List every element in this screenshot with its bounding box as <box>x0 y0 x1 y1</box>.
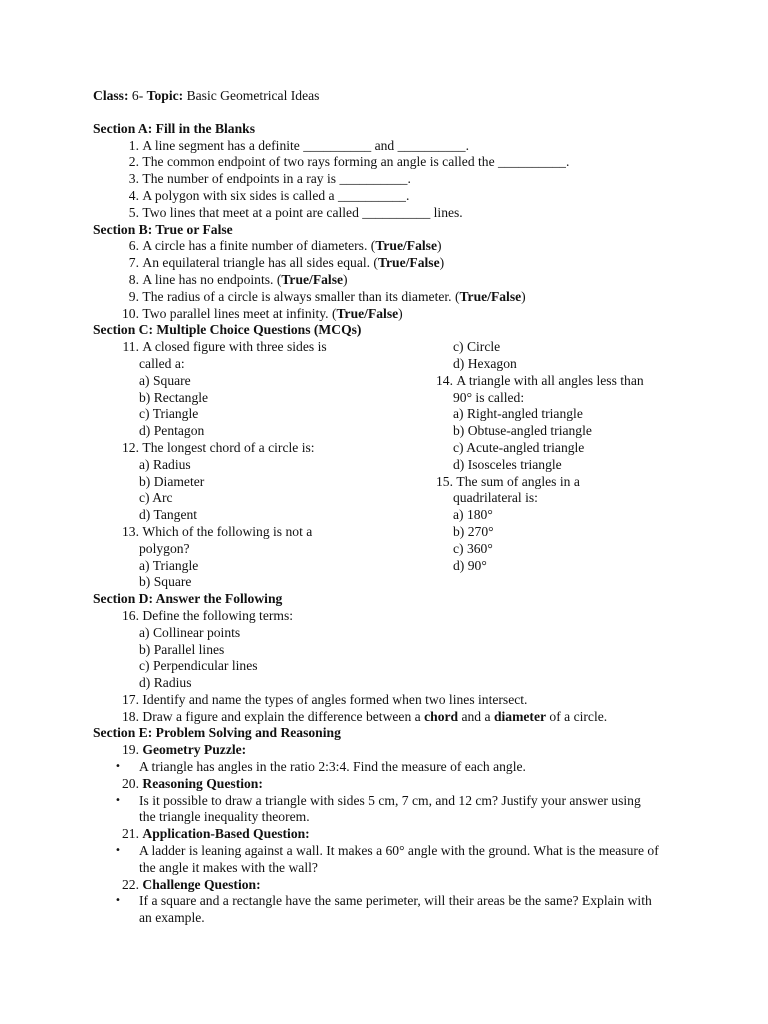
question-number: 9. <box>128 288 139 304</box>
section-e-title: Section E: Problem Solving and Reasoning <box>93 725 341 741</box>
option: d) Radius <box>139 675 192 691</box>
section-b-title: Section B: True or False <box>93 221 233 237</box>
option: a) Right-angled triangle <box>453 406 583 422</box>
question-title: Challenge Question: <box>142 876 261 892</box>
bullet-icon: • <box>115 794 121 806</box>
section-e-list <box>93 742 693 927</box>
question-text-continued: 90° is called: <box>453 389 525 405</box>
question-text-continued: called a: <box>139 355 185 371</box>
question-number: 22. <box>122 876 139 892</box>
question-number: 21. <box>122 826 139 842</box>
section-c-title: Section C: Multiple Choice Questions (MCQs) <box>93 322 362 338</box>
question-number: 13. <box>122 523 139 539</box>
list-item: 7. An equilateral triangle has all sides equal. (True/False) <box>93 255 693 272</box>
question-number: 8. <box>128 271 139 287</box>
question-text: A polygon with six sides is called a __________. <box>142 187 410 203</box>
question-title: Application-Based Question: <box>142 826 310 842</box>
question-text: An equilateral triangle has all sides equal. ( <box>142 255 378 271</box>
question-number: 15. <box>436 473 453 489</box>
mcq-columns <box>93 339 693 591</box>
bullet-icon: • <box>115 895 121 907</box>
list-item <box>407 474 693 491</box>
list-item <box>93 138 693 155</box>
worksheet-header <box>93 88 693 105</box>
option: c) Acute-angled triangle <box>453 439 585 455</box>
mcq-column-right <box>407 339 693 591</box>
list-item <box>93 154 693 171</box>
list-item <box>93 440 407 457</box>
list-item: 9. The radius of a circle is always smaller than its diameter. (True/False) <box>93 289 693 306</box>
section-a-list <box>93 138 693 222</box>
worksheet-page <box>93 88 693 927</box>
question-title: Geometry Puzzle: <box>142 742 247 758</box>
list-item <box>93 524 407 541</box>
option: b) Obtuse-angled triangle <box>453 423 592 439</box>
true-false-label: True/False <box>336 305 399 321</box>
bullet-item <box>93 893 693 927</box>
option: c) Triangle <box>139 406 199 422</box>
question-text: A ladder is leaning against a wall. It makes a 60° angle with the ground. What is the measure of the angle it makes with the wall? <box>139 843 659 875</box>
list-item: 10. Two parallel lines meet at infinity. (True/False) <box>93 306 693 323</box>
class-value: 6- <box>131 88 144 103</box>
question-number: 14. <box>436 372 453 388</box>
question-number: 12. <box>122 439 139 455</box>
option: b) Parallel lines <box>139 641 225 657</box>
section-d-title: Section D: Answer the Following <box>93 591 283 607</box>
bullet-icon: • <box>115 761 121 773</box>
question-text-continued: quadrilateral is: <box>453 490 538 506</box>
question-text: The number of endpoints in a ray is __________. <box>142 171 411 187</box>
question-number: 10. <box>122 305 139 321</box>
list-item <box>93 188 693 205</box>
question-number: 2. <box>128 154 139 170</box>
option: c) Perpendicular lines <box>139 658 258 674</box>
question-text: Two parallel lines meet at infinity. ( <box>142 305 337 321</box>
option: d) 90° <box>453 557 487 573</box>
list-item <box>93 826 693 843</box>
true-false-label: True/False <box>281 271 344 287</box>
list-item <box>93 608 693 625</box>
option: b) Rectangle <box>139 389 209 405</box>
option: c) Arc <box>139 490 173 506</box>
question-number: 4. <box>128 187 139 203</box>
list-item <box>93 205 693 222</box>
question-text: Two lines that meet at a point are called __________ lines. <box>142 204 463 220</box>
question-text: A triangle with all angles less than <box>456 372 644 388</box>
option: d) Pentagon <box>139 423 205 439</box>
question-text: A closed figure with three sides is <box>142 339 327 355</box>
list-item <box>93 171 693 188</box>
question-text-continued: polygon? <box>139 540 190 556</box>
question-text: Is it possible to draw a triangle with sides 5 cm, 7 cm, and 12 cm? Justify your answer using the triangle inequality theorem. <box>139 792 641 825</box>
question-number: 18. <box>122 708 139 724</box>
option: d) Tangent <box>139 507 198 523</box>
option: d) Isosceles triangle <box>453 456 562 472</box>
section-d-list <box>93 608 693 726</box>
question-title: Reasoning Question: <box>142 775 263 791</box>
bullet-item <box>93 759 693 776</box>
question-text: If a square and a rectangle have the same perimeter, will their areas be the same? Explain with an example. <box>139 893 652 926</box>
question-text: The sum of angles in a <box>456 473 580 489</box>
list-item: 8. A line has no endpoints. (True/False) <box>93 272 693 289</box>
question-number: 16. <box>122 607 139 623</box>
term-diameter: diameter <box>493 708 547 724</box>
list-item <box>93 692 693 709</box>
question-text: Identify and name the types of angles formed when two lines intersect. <box>142 691 528 707</box>
option: d) Hexagon <box>453 355 517 371</box>
list-item <box>93 339 407 356</box>
question-number: 5. <box>128 204 139 220</box>
option: b) Square <box>139 574 192 590</box>
section-b-list <box>93 238 693 322</box>
question-number: 17. <box>122 691 139 707</box>
list-item <box>93 776 693 793</box>
question-text: Draw a figure and explain the difference between a chord and a diameter of a circle. <box>142 708 608 724</box>
option: a) 180° <box>453 507 493 523</box>
question-text: A triangle has angles in the ratio 2:3:4. Find the measure of each angle. <box>139 759 526 775</box>
section-a-title: Section A: Fill in the Blanks <box>93 120 256 136</box>
true-false-label: True/False <box>459 288 522 304</box>
question-number: 1. <box>128 137 139 153</box>
option: a) Triangle <box>139 557 199 573</box>
term-chord: chord <box>424 708 459 724</box>
true-false-label: True/False <box>375 238 437 254</box>
question-text: A line segment has a definite __________ and __________. <box>142 137 469 153</box>
list-item: 6. A circle has a finite number of diameters. (True/False) <box>93 238 693 255</box>
list-item <box>407 373 693 390</box>
question-text: The common endpoint of two rays forming an angle is called the __________. <box>142 154 570 170</box>
question-text: Which of the following is not a <box>142 523 313 539</box>
list-item <box>93 877 693 894</box>
bullet-item <box>93 793 693 827</box>
question-text: The longest chord of a circle is: <box>142 439 315 455</box>
question-text: A circle has a finite number of diameters. ( <box>142 238 376 254</box>
question-number: 19. <box>122 742 139 758</box>
question-number: 11. <box>122 339 139 355</box>
question-text: A line has no endpoints. ( <box>142 271 282 287</box>
mcq-column-left <box>93 339 407 591</box>
topic-value: Basic Geometrical Ideas <box>186 88 320 103</box>
option: c) 360° <box>453 540 493 556</box>
question-number: 20. <box>122 775 139 791</box>
option: b) Diameter <box>139 473 205 489</box>
option: a) Square <box>139 372 191 388</box>
bullet-icon: • <box>115 845 121 857</box>
question-number: 6. <box>128 238 139 254</box>
class-label: Class: <box>93 88 129 103</box>
option: a) Radius <box>139 456 191 472</box>
question-text: The radius of a circle is always smaller than its diameter. ( <box>142 288 460 304</box>
topic-label: Topic: <box>146 88 184 103</box>
question-number: 3. <box>128 171 139 187</box>
question-number: 7. <box>128 255 139 271</box>
list-item <box>93 742 693 759</box>
option: b) 270° <box>453 523 494 539</box>
option: c) Circle <box>453 339 501 355</box>
question-text: Define the following terms: <box>142 607 294 623</box>
list-item <box>93 709 693 726</box>
option: a) Collinear points <box>139 624 241 640</box>
bullet-item <box>93 843 693 877</box>
true-false-label: True/False <box>377 255 440 271</box>
